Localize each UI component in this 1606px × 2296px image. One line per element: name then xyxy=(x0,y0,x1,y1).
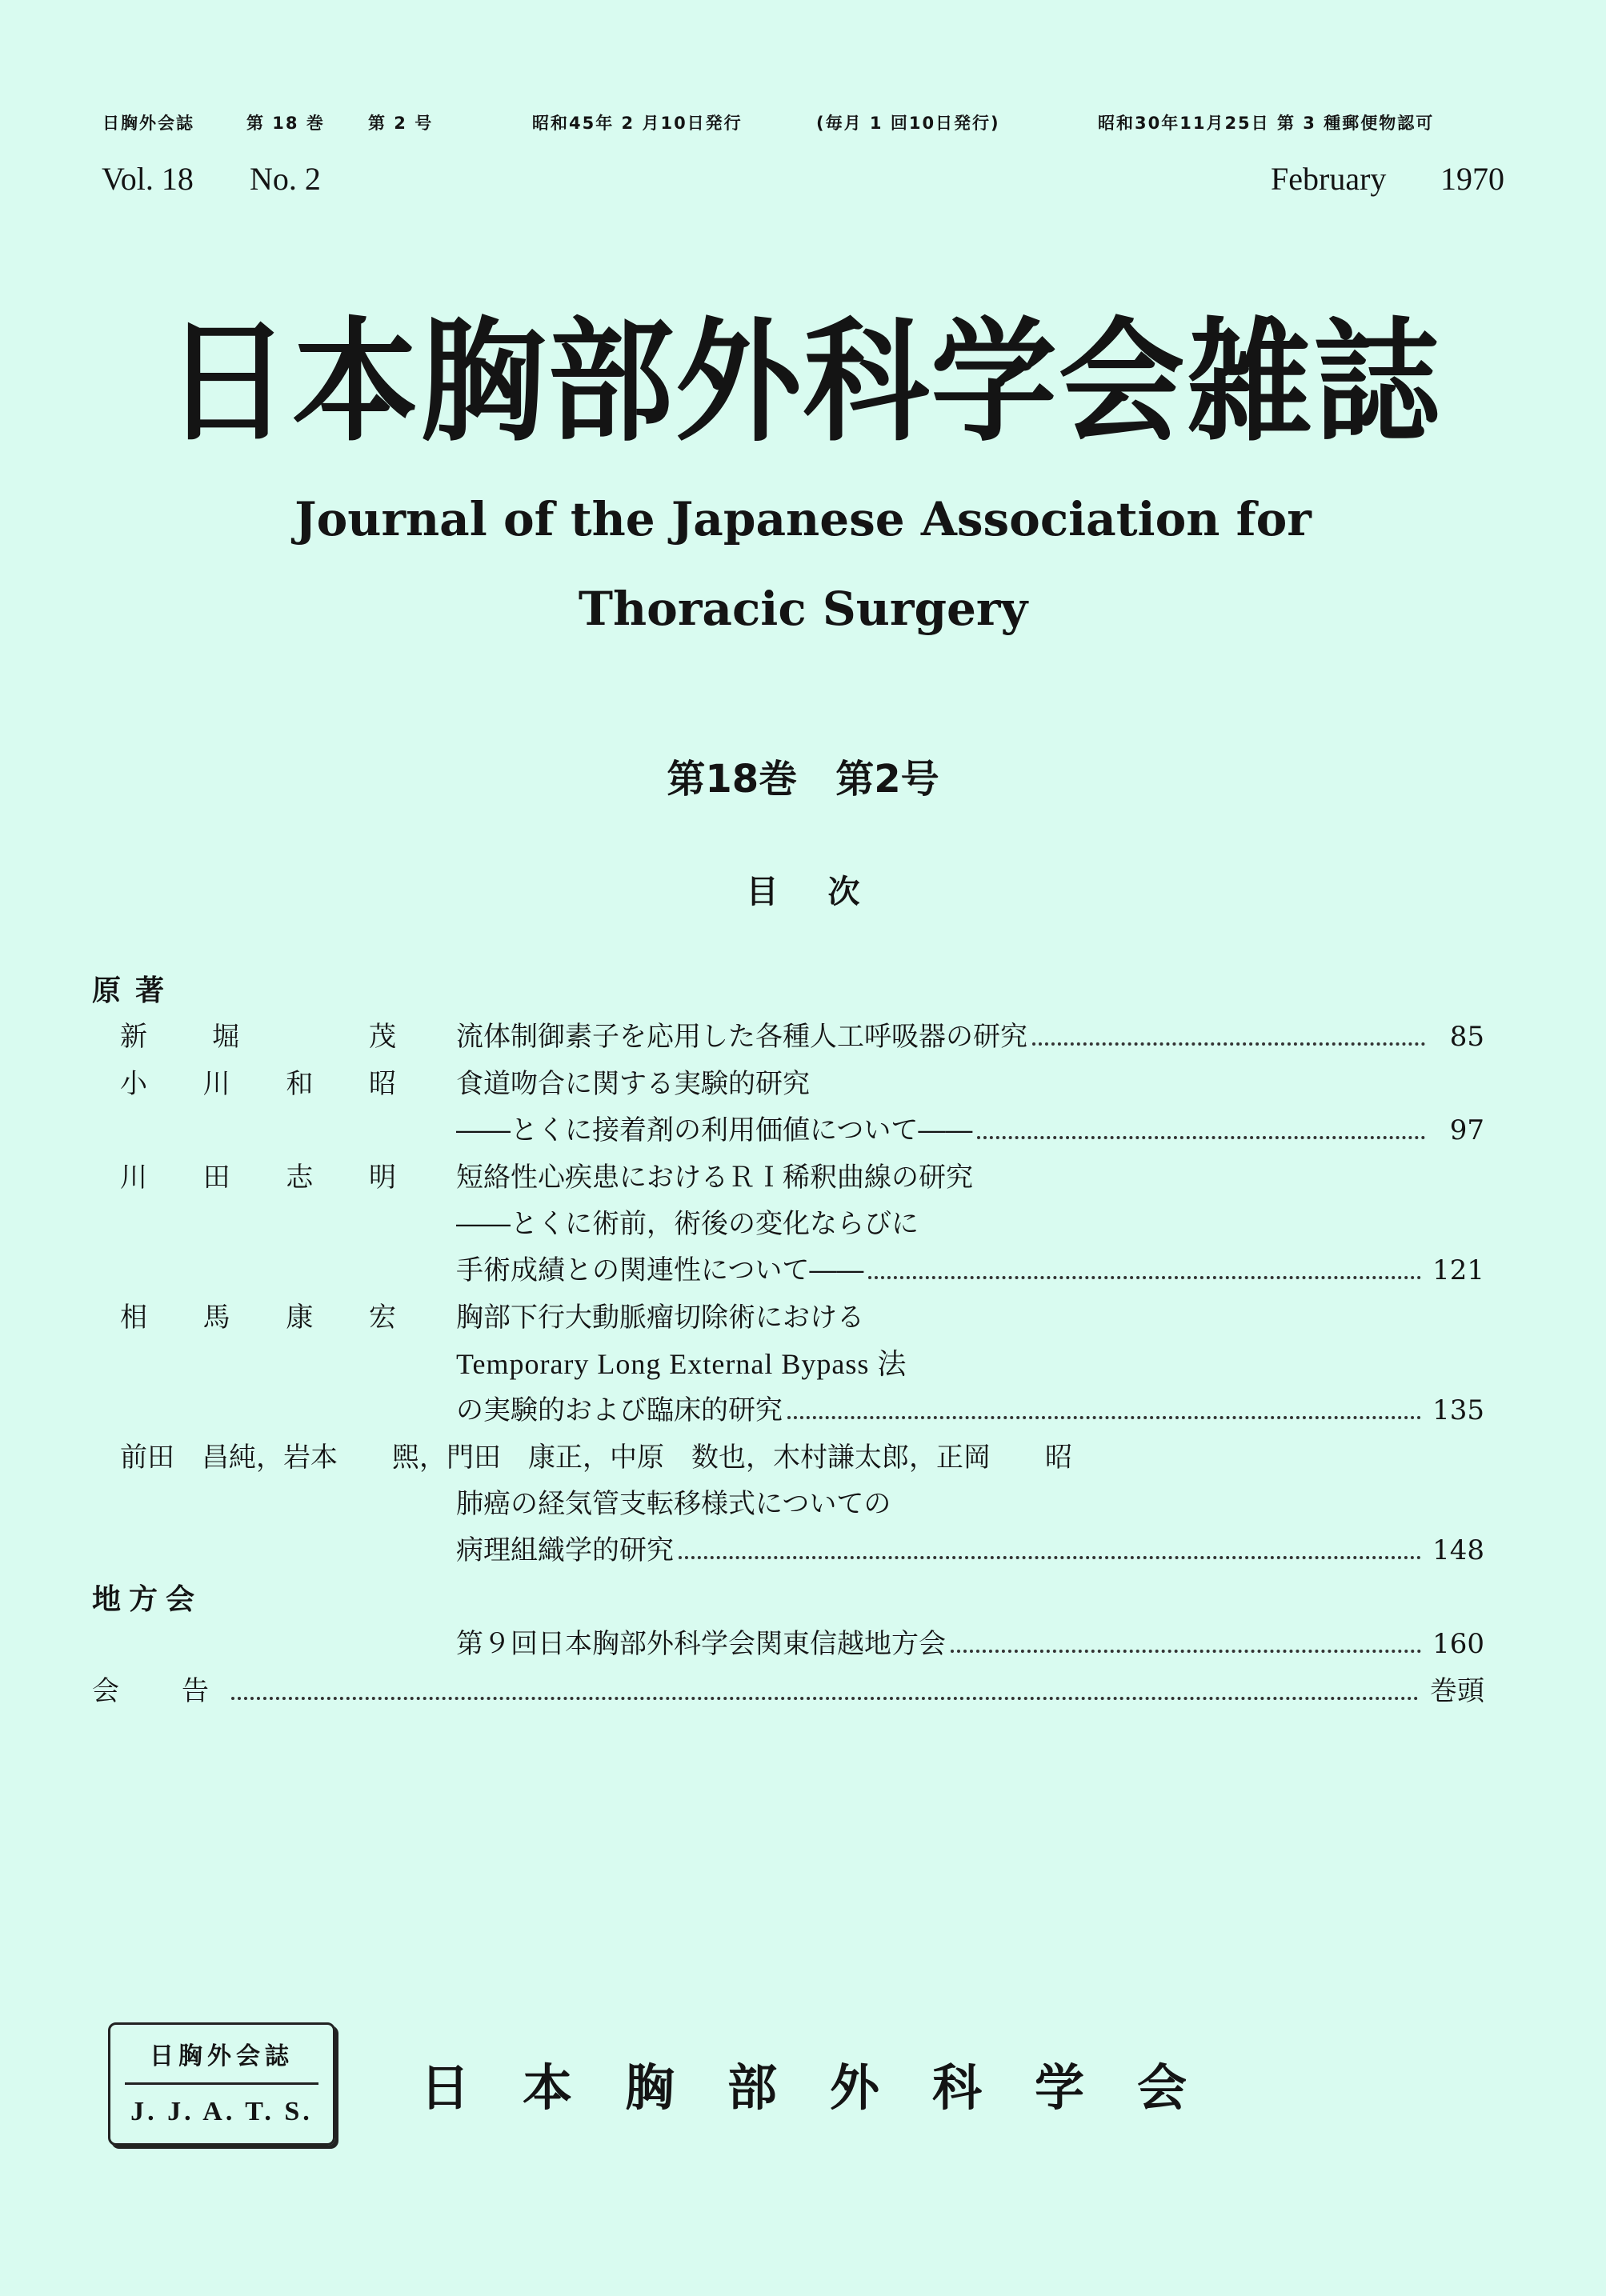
header-number-jp: 第 2 号 xyxy=(368,114,434,133)
toc-page: 135 xyxy=(1432,1394,1484,1426)
month-en: February xyxy=(1271,161,1387,197)
leader-dots xyxy=(679,1556,1421,1559)
toc-title[interactable]: 食道吻合に関する実験的研究 xyxy=(456,1068,810,1100)
section-original: 原著 xyxy=(92,974,179,1007)
toc-entry-3[interactable] xyxy=(456,1248,1484,1287)
toc-title: 流体制御素子を応用した各種人工呼吸器の研究 xyxy=(456,1021,1027,1053)
volume-en: Vol. 18 xyxy=(102,161,194,197)
notice-label: 会 告 xyxy=(92,1675,226,1707)
leader-dots xyxy=(868,1276,1421,1279)
leader-dots xyxy=(231,1697,1419,1700)
toc-page: 97 xyxy=(1449,1114,1484,1146)
toc-author-4: 相 馬 康 宏 xyxy=(120,1302,396,1334)
header-abbr: 日胸外会誌 xyxy=(102,114,194,133)
toc-entry-4[interactable] xyxy=(456,1388,1484,1427)
header-postal-notice: 昭和30年11月25日 第 3 種郵便物認可 xyxy=(1098,114,1435,133)
toc-entry-2[interactable] xyxy=(456,1108,1484,1147)
toc-author-1: 新 堀 茂 xyxy=(120,1021,396,1053)
contents-heading: 目次 xyxy=(746,874,910,910)
toc-title[interactable]: 肺癌の経気管支転移様式についての xyxy=(456,1488,891,1520)
toc-subtitle: ――とくに術前，術後の変化ならびに xyxy=(456,1208,919,1240)
leader-dots xyxy=(1032,1042,1425,1046)
section-regional: 地方会 xyxy=(92,1583,203,1616)
number-en: No. 2 xyxy=(250,161,321,197)
box-abbr-en: J. J. A. T. S. xyxy=(130,2097,313,2126)
toc-authors-5: 前田 昌純，岩本 煕，門田 康正，中原 数也，木村謙太郎，正岡 昭 xyxy=(120,1442,1072,1474)
toc-entry-1[interactable] xyxy=(456,1014,1484,1054)
toc-title[interactable]: 胸部下行大動脈瘤切除術における xyxy=(456,1302,864,1334)
toc-author-3: 川 田 志 明 xyxy=(120,1162,396,1194)
toc-title[interactable]: 短絡性心疾患におけるＲＩ稀釈曲線の研究 xyxy=(456,1162,973,1194)
toc-page: 160 xyxy=(1432,1628,1484,1660)
leader-dots xyxy=(787,1416,1421,1419)
header-issue-date: 昭和45年 2 月10日発行 xyxy=(532,114,743,133)
journal-title-jp: 日本胸部外科学会雑誌 xyxy=(164,306,1442,460)
box-abbr-jp: 日胸外会誌 xyxy=(150,2042,294,2070)
header-volume-jp: 第 18 巻 xyxy=(246,114,325,133)
toc-title-english: Temporary Long External Bypass 法 xyxy=(456,1348,907,1380)
toc-page: 121 xyxy=(1432,1254,1484,1286)
year-en: 1970 xyxy=(1440,161,1504,197)
toc-author-2: 小 川 和 昭 xyxy=(120,1068,396,1100)
box-divider xyxy=(125,2082,318,2085)
toc-subtitle: 病理組織学的研究 xyxy=(456,1534,674,1566)
toc-page: 85 xyxy=(1449,1021,1484,1053)
toc-title: 第９回日本胸部外科学会関東信越地方会 xyxy=(456,1628,946,1660)
toc-subtitle: の実験的および臨床的研究 xyxy=(456,1394,783,1426)
publisher-name: 日本胸部外科学会 xyxy=(420,2058,1240,2117)
leader-dots xyxy=(951,1650,1421,1653)
toc-page: 巻頭 xyxy=(1430,1675,1484,1707)
leader-dots xyxy=(977,1136,1425,1139)
toc-subtitle: 手術成績との関連性について―― xyxy=(456,1254,864,1286)
toc-page: 148 xyxy=(1432,1534,1484,1566)
journal-title-en-line2: Thoracic Surgery xyxy=(578,582,1028,636)
toc-entry-5[interactable] xyxy=(456,1528,1484,1567)
journal-title-en-line1: Journal of the Japanese Association for xyxy=(294,492,1312,546)
volume-number-jp: 第18巻 第2号 xyxy=(667,757,939,802)
abbreviation-box xyxy=(108,2022,335,2146)
toc-subtitle: ――とくに接着剤の利用価値について―― xyxy=(456,1114,973,1146)
toc-entry-regional[interactable] xyxy=(456,1622,1484,1661)
toc-entry-notice[interactable] xyxy=(92,1669,1484,1708)
header-frequency: (毎月 1 回10日発行) xyxy=(816,114,1000,133)
